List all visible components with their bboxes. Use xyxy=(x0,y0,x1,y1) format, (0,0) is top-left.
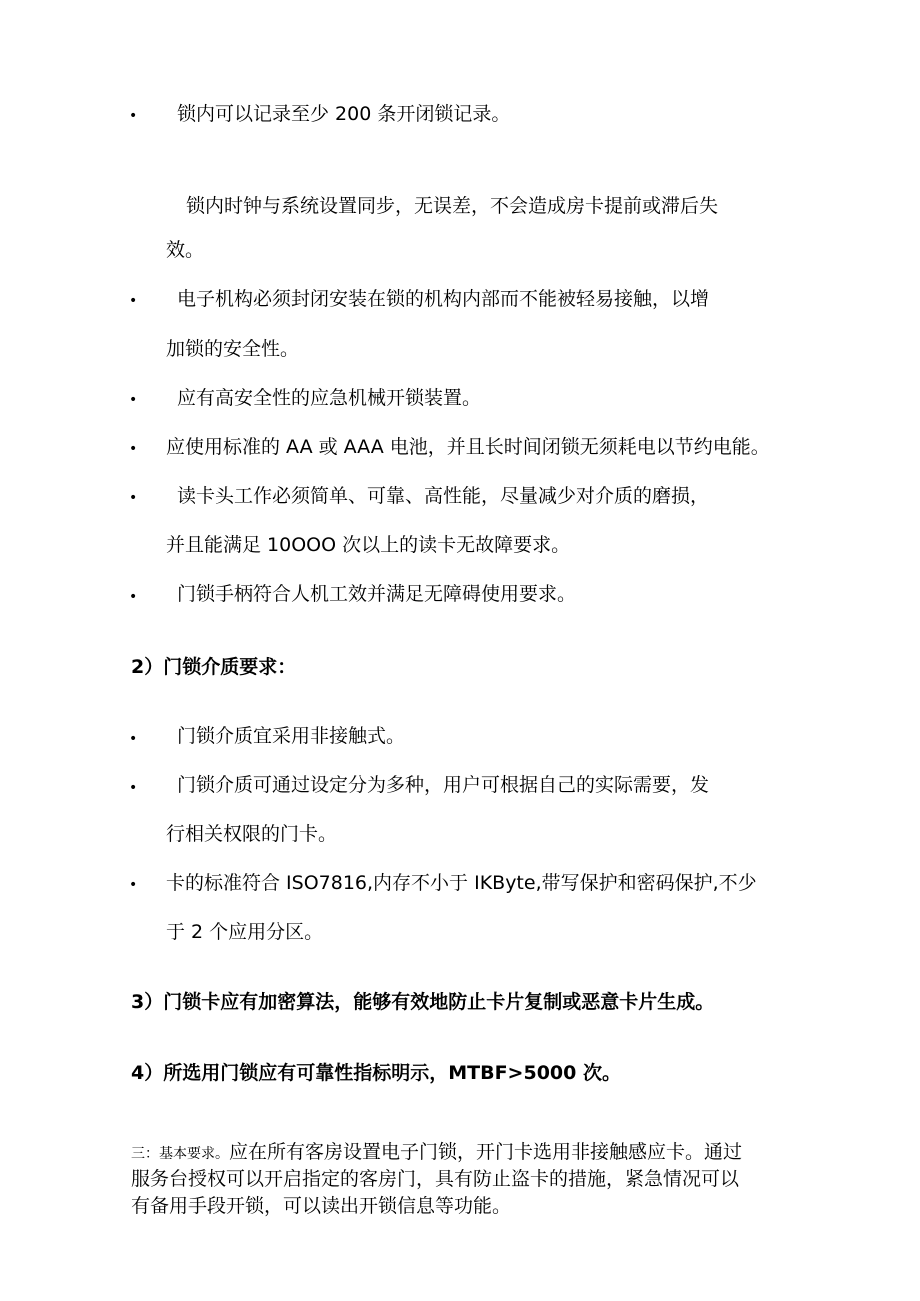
paragraph-line: 服务台授权可以开启指定的客房门，具有防止盗卡的措施，紧急情况可以 xyxy=(131,1168,740,1190)
list-item-text: 电子机构必须封闭安装在锁的机构内部而不能被轻易接触，以增 xyxy=(177,288,710,310)
bullet-marker: • xyxy=(129,589,138,605)
list-item-text-continuation: 于 2 个应用分区。 xyxy=(166,921,324,943)
paragraph-label: 三：基本要求。 xyxy=(131,1146,229,1162)
list-item-text: 应有高安全性的应急机械开锁装置。 xyxy=(177,387,482,409)
list-item-text-continuation: 效。 xyxy=(166,239,205,261)
paragraph-text: 应在所有客房设置电子门锁，开门卡选用非接触感应卡。通过 xyxy=(229,1141,743,1163)
section-heading: 4）所选用门锁应有可靠性指标明示，MTBF>5000 次。 xyxy=(131,1062,621,1084)
list-item-text: 读卡头工作必须简单、可靠、高性能，尽量减少对介质的磨损， xyxy=(177,485,710,507)
list-item-text-continuation: 并且能满足 10OOO 次以上的读卡无故障要求。 xyxy=(166,534,571,556)
section-heading: 2）门锁介质要求： xyxy=(131,656,297,678)
bullet-marker: • xyxy=(129,731,138,747)
list-item-text: 锁内可以记录至少 200 条开闭锁记录。 xyxy=(177,103,511,125)
bullet-marker: • xyxy=(129,490,138,506)
bullet-marker: • xyxy=(129,108,138,124)
paragraph-line: 有备用手段开锁，可以读出开锁信息等功能。 xyxy=(131,1195,512,1217)
list-item-text: 锁内时钟与系统设置同步，无误差，不会造成房卡提前或滞后失 xyxy=(186,195,719,217)
bullet-marker: • xyxy=(129,780,138,796)
bullet-marker: • xyxy=(129,293,138,309)
list-item-text: 门锁介质可通过设定分为多种，用户可根据自己的实际需要，发 xyxy=(177,774,710,796)
list-item-text: 门锁介质宜采用非接触式。 xyxy=(177,725,406,747)
section-heading: 3）门锁卡应有加密算法，能够有效地防止卡片复制或恶意卡片生成。 xyxy=(131,991,715,1013)
paragraph-line xyxy=(131,1139,742,1167)
bullet-marker: • xyxy=(129,441,138,457)
bullet-marker: • xyxy=(129,877,138,893)
list-item-text-continuation: 加锁的安全性。 xyxy=(166,338,300,360)
list-item-text-continuation: 行相关权限的门卡。 xyxy=(166,823,338,845)
list-item-text: 卡的标准符合 ISO7816,内存不小于 IKByte,带写保护和密码保护,不少 xyxy=(166,872,757,894)
list-item-text: 门锁手柄符合人机工效并满足无障碍使用要求。 xyxy=(177,583,577,605)
bullet-marker: • xyxy=(129,392,138,408)
list-item-text: 应使用标准的 AA 或 AAA 电池，并且长时间闭锁无须耗电以节约电能。 xyxy=(166,436,770,458)
